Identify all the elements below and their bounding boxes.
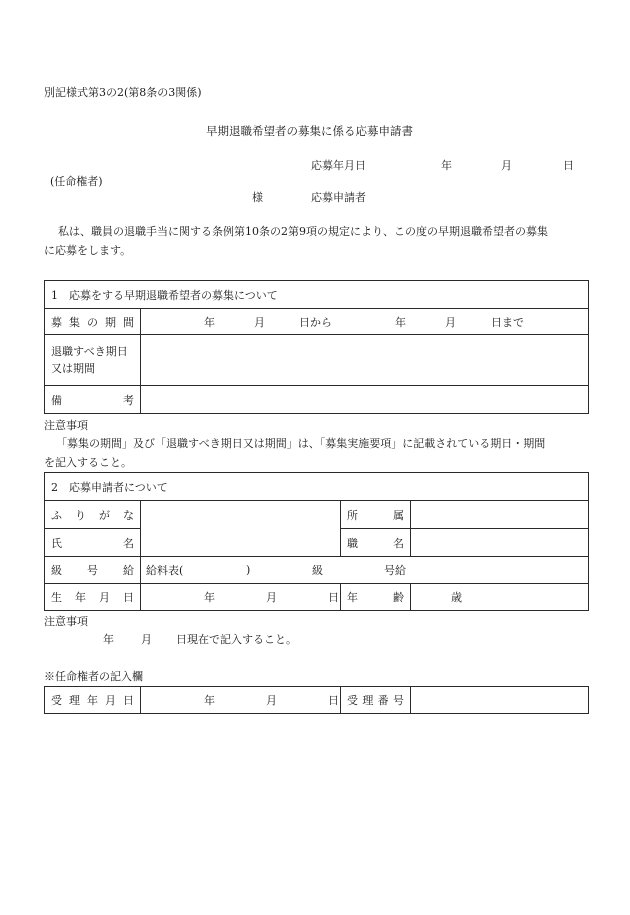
section2-header: 2 応募申請者について [45, 473, 589, 501]
grade-field[interactable]: 給料表( ) 級 号給 [141, 557, 589, 584]
body-text-line2: に応募をします。 [44, 244, 132, 257]
furigana-label: ふ り が な [45, 501, 141, 529]
honorific-sama: 様 [252, 191, 263, 204]
application-date-month[interactable]: 月 [501, 159, 512, 172]
form-title: 早期退職希望者の募集に係る応募申請書 [206, 124, 413, 138]
section1-header: 1 応募をする早期退職希望者の募集について [45, 281, 589, 309]
application-date-day[interactable]: 日 [563, 159, 574, 172]
note2-text: 日現在で記入すること。 [176, 633, 297, 646]
remarks-label: 備 考 [45, 386, 141, 414]
position-label: 職 名 [341, 529, 411, 557]
period-field[interactable]: 年 月 日から 年 月 日まで [141, 309, 589, 335]
appointer-label: (任命権者) [50, 175, 103, 188]
note2-year: 年 [103, 633, 114, 646]
received-number-label: 受 理 番 号 [341, 687, 411, 714]
retirement-date-field[interactable] [141, 335, 589, 386]
note2-heading: 注意事項 [44, 615, 88, 628]
affiliation-label: 所 属 [341, 501, 411, 529]
note1-heading: 注意事項 [44, 419, 88, 432]
note1-line1: 「募集の期間」及び「退職すべき期日又は期間」は、「募集実施要項」に記載されている期日・期間 [56, 437, 546, 450]
remarks-field[interactable] [141, 386, 589, 414]
received-date-label: 受 理 年 月 日 [45, 687, 141, 714]
note2-month: 月 [141, 633, 152, 646]
age-field[interactable]: 歳 [411, 584, 589, 611]
affiliation-field[interactable] [411, 501, 589, 529]
applicant-label: 応募申請者 [311, 191, 366, 204]
appointer-entry-heading: ※任命権者の記入欄 [44, 670, 143, 683]
recruitment-table [44, 280, 589, 414]
name-field[interactable] [141, 501, 341, 557]
application-date-year[interactable]: 年 [441, 159, 452, 172]
retirement-date-label: 退職すべき期日 又は期間 [45, 335, 141, 386]
age-label: 年 齢 [341, 584, 411, 611]
birth-date-field[interactable]: 年 月 日 [141, 584, 341, 611]
period-label: 募 集 の 期 間 [45, 309, 141, 335]
appointer-entry-table [44, 686, 589, 714]
position-field[interactable] [411, 529, 589, 557]
name-label: 氏 名 [45, 529, 141, 557]
grade-label: 級 号 給 [45, 557, 141, 584]
body-text-line1: 私は、職員の退職手当に関する条例第10条の2第9項の規定により、この度の早期退職希望者の募集 [58, 225, 548, 238]
application-date-label: 応募年月日 [311, 159, 366, 172]
form-number: 別記様式第3の2(第8条の3関係) [44, 86, 202, 99]
note1-line2: を記入すること。 [44, 456, 132, 469]
received-number-field[interactable] [411, 687, 589, 714]
applicant-table [44, 472, 589, 611]
received-date-field[interactable]: 年 月 日 [141, 687, 341, 714]
birth-date-label: 生 年 月 日 [45, 584, 141, 611]
